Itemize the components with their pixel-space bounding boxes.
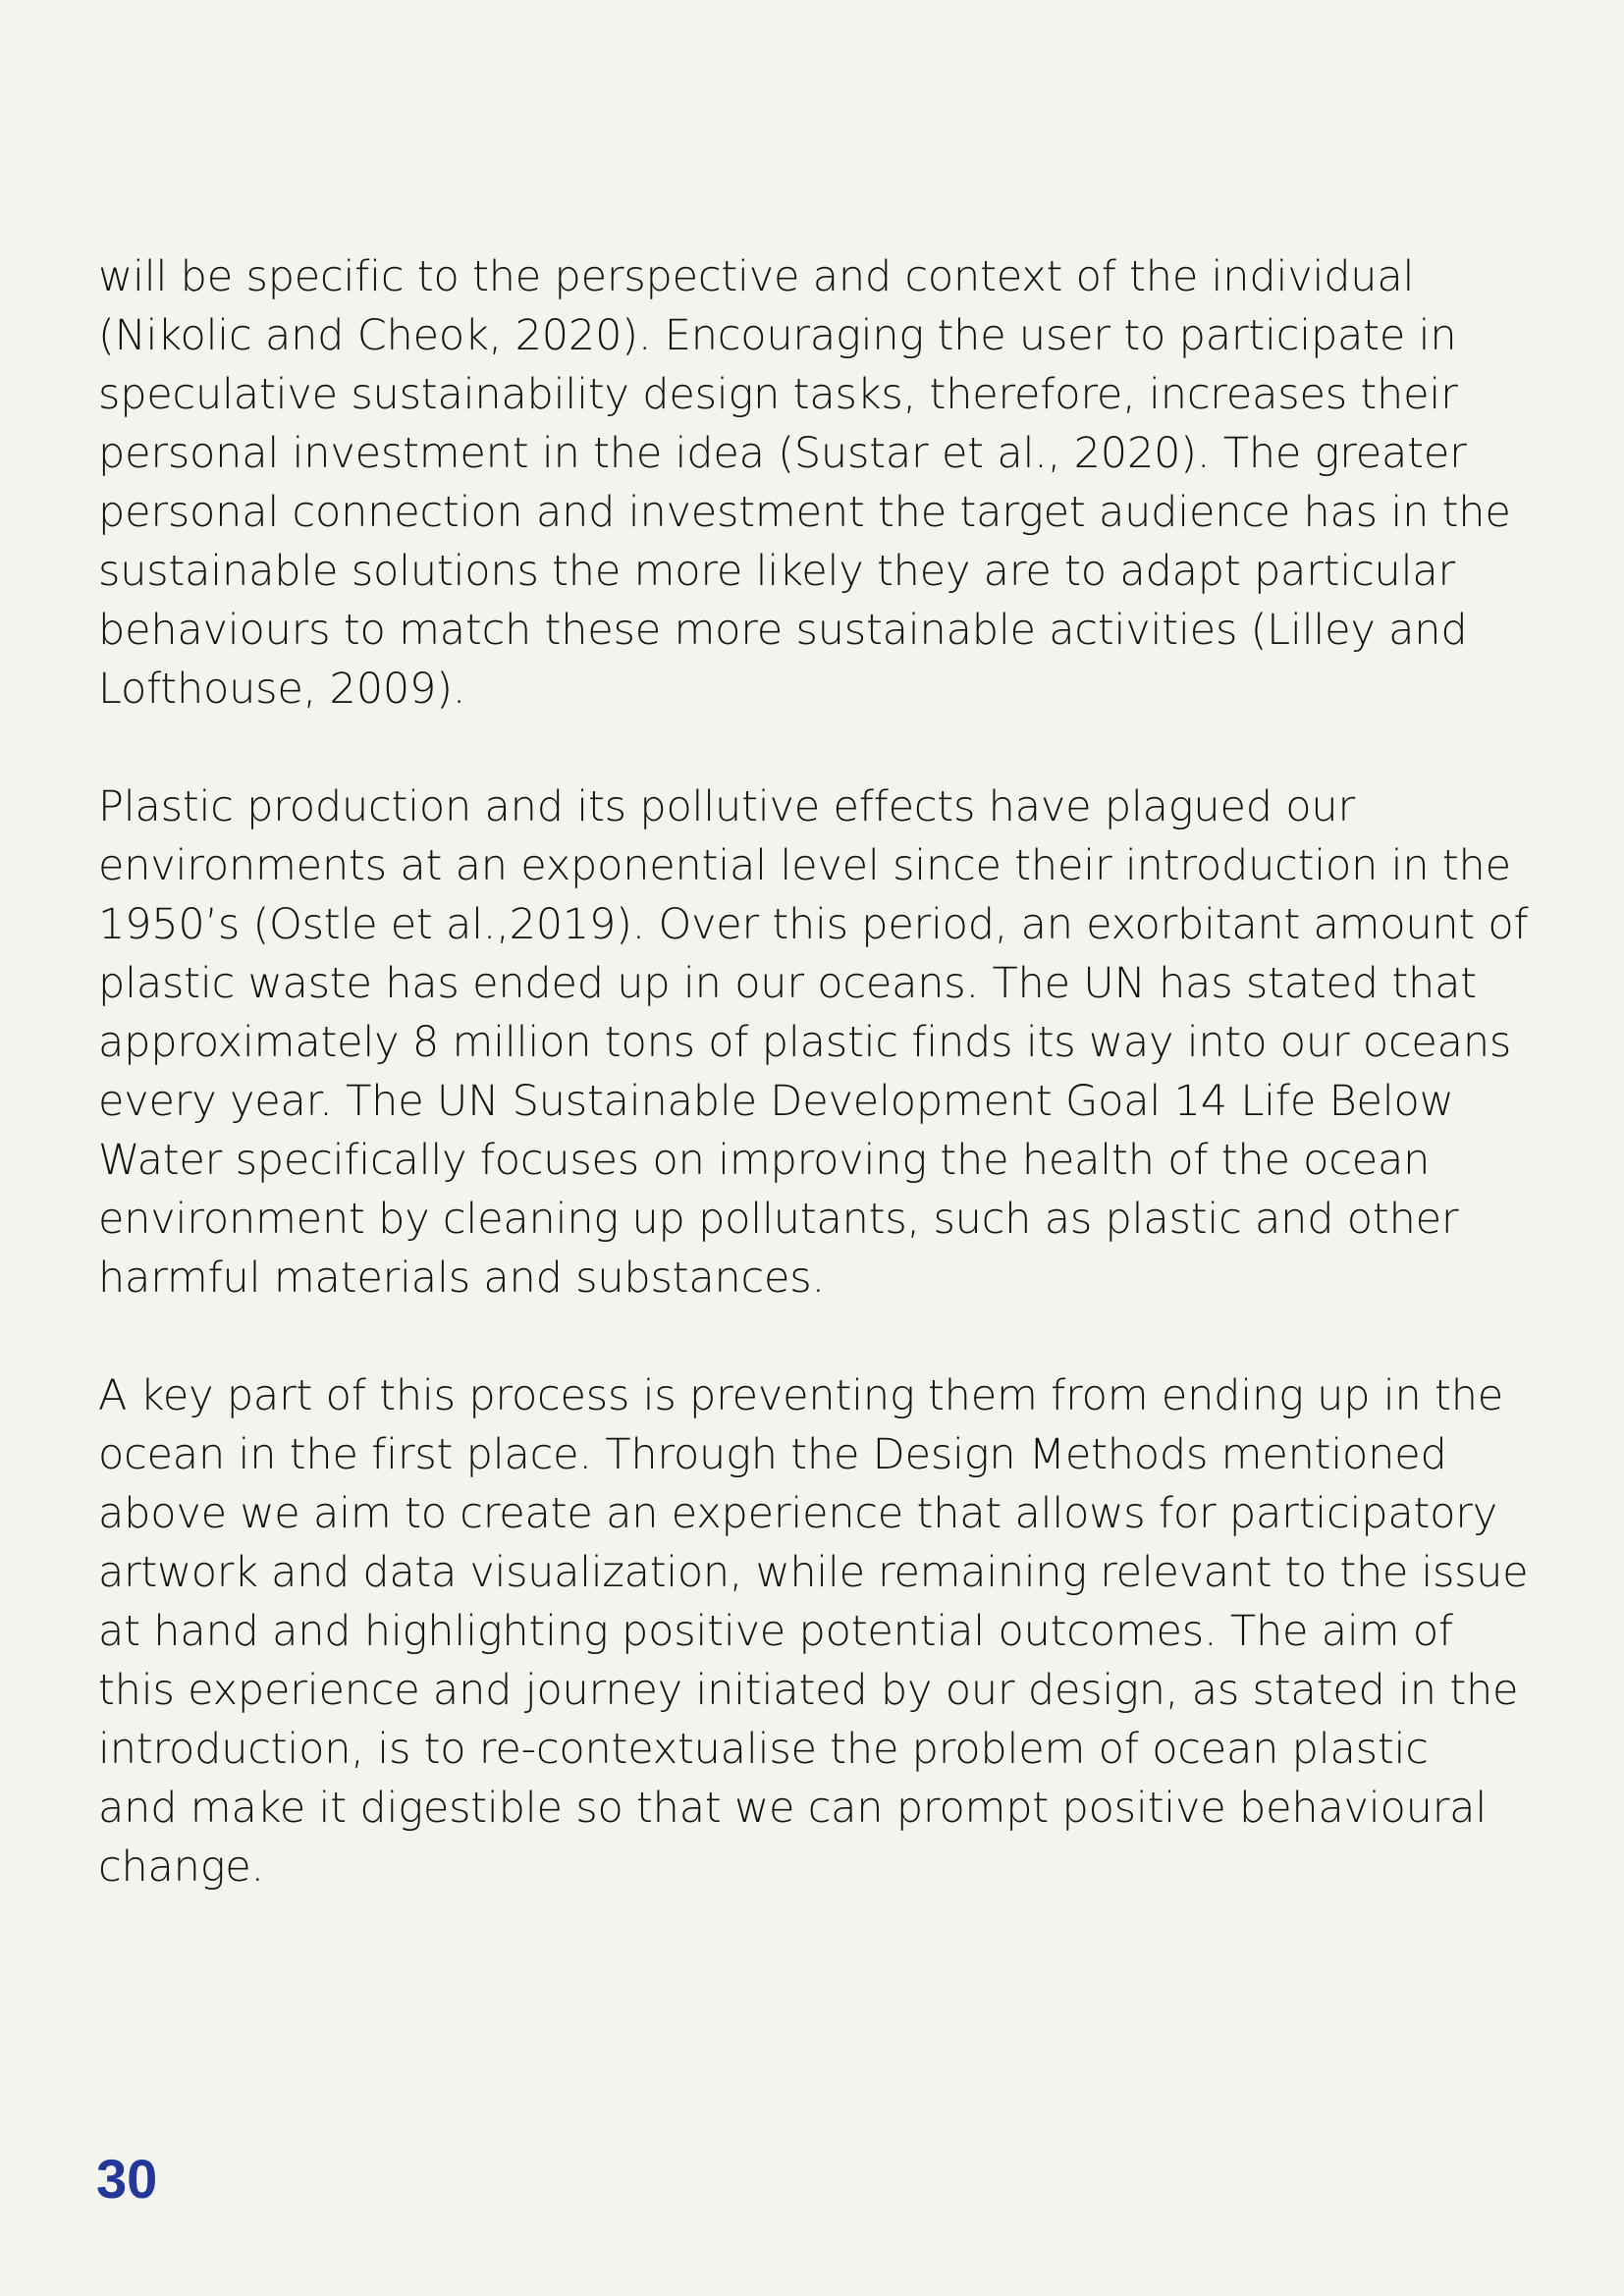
paragraph-1: [98, 247, 1532, 719]
text-line: at hand and highlighting positive potential outcomes. The aim of: [98, 1607, 1453, 1656]
text-line: behaviours to match these more sustainable activities (Lilley and: [98, 606, 1468, 655]
text-line: and make it digestible so that we can prompt positive behavioural: [98, 1784, 1488, 1833]
page-number: 30: [96, 2148, 158, 2210]
text-line: personal connection and investment the target audience has in the: [98, 488, 1511, 537]
text-line: personal investment in the idea (Sustar et al., 2020). The greater: [98, 429, 1467, 478]
text-line: A key part of this process is preventing them from ending up in the: [98, 1371, 1504, 1420]
text-line: harmful materials and substances.: [98, 1254, 825, 1303]
text-line: (Nikolic and Cheok, 2020). Encouraging the user to participate in: [98, 311, 1457, 360]
text-line: environments at an exponential level since their introduction in the: [98, 841, 1511, 890]
text-line: Lofthouse, 2009).: [98, 665, 466, 714]
text-line: environment by cleaning up pollutants, such as plastic and other: [98, 1195, 1459, 1244]
text-line: above we aim to create an experience that allows for participatory: [98, 1489, 1497, 1538]
text-line: artwork and data visualization, while remaining relevant to the issue: [98, 1548, 1529, 1597]
text-line: every year. The UN Sustainable Development Goal 14 Life Below: [98, 1077, 1454, 1126]
text-line: 1950’s (Ostle et al.,2019). Over this period, an exorbitant amount of: [98, 900, 1529, 949]
text-line: speculative sustainability design tasks, therefore, increases their: [98, 370, 1458, 419]
paragraph-2: [98, 777, 1532, 1308]
text-line: plastic waste has ended up in our oceans. The UN has stated that: [98, 959, 1477, 1008]
text-line: will be specific to the perspective and context of the individual: [98, 252, 1415, 301]
text-line: this experience and journey initiated by our design, as stated in the: [98, 1666, 1519, 1715]
text-line: Water specifically focuses on improving the health of the ocean: [98, 1136, 1431, 1185]
body-text: [98, 247, 1532, 1955]
text-line: change.: [98, 1842, 265, 1892]
text-line: introduction, is to re-contextualise the problem of ocean plastic: [98, 1725, 1429, 1774]
text-line: ocean in the first place. Through the Design Methods mentioned: [98, 1430, 1447, 1479]
text-line: sustainable solutions the more likely they are to adapt particular: [98, 547, 1455, 596]
text-line: approximately 8 million tons of plastic finds its way into our oceans: [98, 1018, 1512, 1067]
paragraph-3: [98, 1366, 1532, 1896]
text-line: Plastic production and its pollutive effects have plagued our: [98, 782, 1355, 831]
